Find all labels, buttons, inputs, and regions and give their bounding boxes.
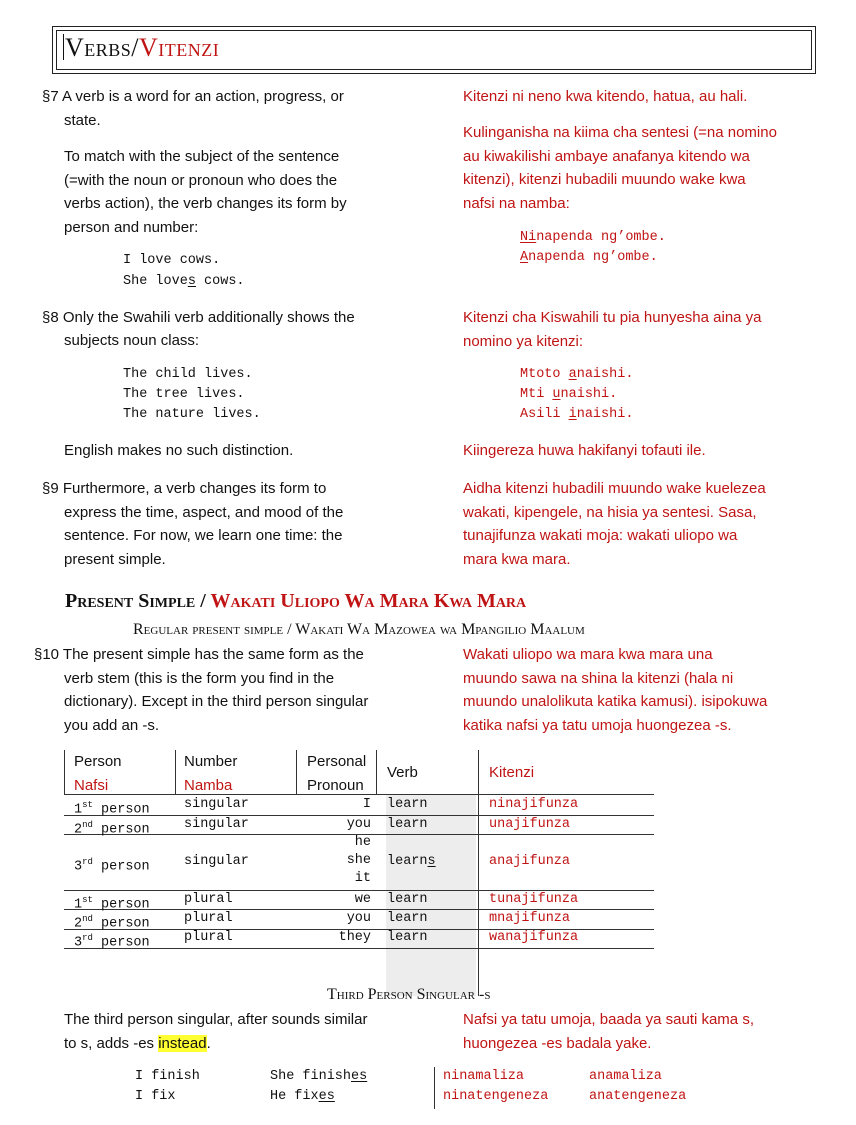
s7-sw-example-1 <box>520 228 666 248</box>
s7-en-p2-line: To match with the subject of the sentence <box>64 148 340 165</box>
example-prefix: Ni <box>520 230 537 245</box>
header-person-sw: Nafsi <box>74 776 109 794</box>
table-row-person <box>74 852 150 878</box>
ordinal: 1 <box>74 802 83 818</box>
s7-en-example-1: I love cows. <box>123 253 221 268</box>
s10-en-line: dictionary). Except in the third person singular <box>64 693 369 710</box>
header-pronoun-2: Pronoun <box>307 776 364 794</box>
s9-sw-line: Aidha kitenzi hubadili muundo wake kuelezea <box>463 480 766 497</box>
table-row-person <box>74 815 150 841</box>
s9-en-line: express the time, aspect, and mood of the <box>64 503 344 521</box>
table-divider <box>478 750 479 794</box>
s8-sw-example-3 <box>520 405 633 425</box>
page-title <box>63 33 219 63</box>
s10-sw-line: muundo unalolikuta katika kamusi). isipokuwa <box>463 693 768 710</box>
table-row-pronoun <box>296 834 371 888</box>
s10-en-line: §10 The present simple has the same form as the <box>34 646 364 663</box>
s7-en-paragraph <box>64 145 347 239</box>
s7-sw-p2-line: nafsi na namba: <box>463 194 570 212</box>
example-text: napenda ng’ombe. <box>528 250 658 265</box>
title-en: Verbs <box>65 33 132 62</box>
table-row-kitenzi: tunajifunza <box>489 892 579 907</box>
s8-en-example-2: The tree lives. <box>123 387 245 402</box>
text-run: to s, adds -es <box>64 1034 159 1052</box>
table-row-number: singular <box>184 854 249 869</box>
s7-sw-p2-line: Kulinganisha na kiima cha sentesi (=na nomino <box>463 124 777 141</box>
person-word: person <box>92 916 150 932</box>
example-prefix: a <box>568 367 577 382</box>
verb-ending: es <box>318 1089 335 1104</box>
s8-en-line1: §8 Only the Swahili verb additionally shows the <box>42 309 355 326</box>
s7-en-example-2 <box>123 272 245 292</box>
es-example-base-2: I fix <box>135 1089 176 1104</box>
person-word: person <box>92 935 150 951</box>
s9-en-paragraph <box>42 477 343 571</box>
table-row-verb: learn <box>387 797 428 812</box>
ordinal-suffix: nd <box>82 914 93 924</box>
example-divider <box>434 1067 435 1109</box>
ordinal: 2 <box>74 916 83 932</box>
example-text: Mtoto <box>520 367 569 382</box>
heading-separator: / <box>195 590 211 612</box>
table-row-kitenzi: mnajifunza <box>489 911 571 926</box>
ordinal-suffix: rd <box>82 933 93 943</box>
table-divider <box>296 750 297 794</box>
table-divider <box>478 794 479 996</box>
table-row-pronoun: you <box>346 911 371 926</box>
table-divider <box>376 750 377 794</box>
s8-sw-example-1 <box>520 365 633 385</box>
verb-stem: He fix <box>270 1089 319 1104</box>
example-ending: s <box>187 274 196 289</box>
s10-sw-paragraph <box>463 643 767 737</box>
example-prefix: u <box>552 387 561 402</box>
header-verb: Verb <box>387 764 418 781</box>
table-row-verb <box>387 852 436 872</box>
es-example-sw1-1: ninamaliza <box>443 1069 525 1084</box>
title-box <box>52 26 816 74</box>
table-row-pronoun: I <box>362 797 371 812</box>
example-text: naishi. <box>576 407 634 422</box>
s10-sw-line: Wakati uliopo wa mara kwa mara una <box>463 646 713 663</box>
example-text: naishi. <box>560 387 618 402</box>
third-person-sw-paragraph <box>463 1008 754 1055</box>
s9-sw-paragraph <box>463 477 766 571</box>
example-text: Mti <box>520 387 553 402</box>
s8-sw-paragraph <box>463 306 762 353</box>
ordinal-suffix: st <box>82 800 93 810</box>
s7-en-line1b: state. <box>64 112 101 129</box>
table-row-pronoun: they <box>338 930 371 945</box>
table-row-number: singular <box>184 797 249 812</box>
table-row-kitenzi: unajifunza <box>489 817 571 832</box>
table-row-number: plural <box>184 911 233 926</box>
verb-ending: es <box>351 1069 368 1084</box>
highlighted-word: instead <box>158 1034 207 1052</box>
table-row-kitenzi: wanajifunza <box>489 930 579 945</box>
person-word: person <box>92 897 150 913</box>
s8-sw-line: nomino ya kitenzi: <box>463 332 584 350</box>
s10-en-paragraph <box>34 643 368 737</box>
heading-en: Present Simple <box>65 590 196 612</box>
header-person <box>74 750 122 797</box>
heading-sw: Wakati Uliopo Wa Mara Kwa Mara <box>210 590 527 612</box>
table-row-pronoun: you <box>346 817 371 832</box>
pronoun-line: it <box>354 871 371 886</box>
s9-sw-line: mara kwa mara. <box>463 550 571 568</box>
example-text: She love <box>123 274 188 289</box>
present-simple-heading <box>65 590 526 613</box>
s7-en-line1: §7 A verb is a word for an action, progress, or <box>42 88 344 105</box>
s10-en-line: you add an -s. <box>64 716 160 734</box>
s8-en-example-1: The child lives. <box>123 367 253 382</box>
s7-en-p2-line: person and number: <box>64 218 199 236</box>
s9-en-line: present simple. <box>64 550 166 568</box>
s9-en-line: sentence. For now, we learn one time: the <box>64 527 343 544</box>
table-row-number: singular <box>184 817 249 832</box>
header-kitenzi: Kitenzi <box>489 764 535 781</box>
s10-sw-line: muundo sawa na shina la kitenzi (hala ni <box>463 669 734 687</box>
header-number-sw: Namba <box>184 776 233 794</box>
example-text: Asili <box>520 407 569 422</box>
third-person-en-line <box>64 1032 367 1056</box>
table-row-number: plural <box>184 930 233 945</box>
third-person-sw-line: huongezea -es badala yake. <box>463 1034 652 1052</box>
verb-ending: s <box>427 854 436 869</box>
table-row-number: plural <box>184 892 233 907</box>
example-text: naishi. <box>576 367 634 382</box>
s7-en-p2-line: (=with the noun or pronoun who does the <box>64 171 338 189</box>
ordinal: 3 <box>74 935 83 951</box>
s8-sw-line2: Kiingereza huwa hakifanyi tofauti ile. <box>463 442 706 459</box>
text-run: . <box>206 1034 211 1052</box>
table-rule <box>64 948 654 949</box>
verb-stem: She finish <box>270 1069 352 1084</box>
example-prefix: i <box>568 407 577 422</box>
s8-sw-line: Kitenzi cha Kiswahili tu pia hunyesha aina ya <box>463 309 762 326</box>
person-word: person <box>92 822 150 838</box>
table-row-verb: learn <box>387 930 428 945</box>
table-divider <box>175 750 176 794</box>
example-text: napenda ng’ombe. <box>536 230 666 245</box>
table-row-pronoun: we <box>354 892 371 907</box>
table-row-verb: learn <box>387 892 428 907</box>
example-prefix: A <box>520 250 529 265</box>
es-example-sw2-2: anatengeneza <box>589 1089 687 1104</box>
table-row-verb: learn <box>387 817 428 832</box>
ordinal-suffix: st <box>82 895 93 905</box>
es-example-third-2 <box>270 1087 335 1107</box>
text-cursor <box>63 34 64 60</box>
table-row-verb: learn <box>387 911 428 926</box>
ordinal-suffix: nd <box>82 820 93 830</box>
person-word: person <box>92 859 150 875</box>
s9-sw-line: tunajifunza wakati moja: wakati uliopo wa <box>463 527 738 544</box>
ordinal: 1 <box>74 897 83 913</box>
header-pronoun <box>307 750 366 797</box>
title-separator: / <box>131 33 140 62</box>
present-simple-subheading: Regular present simple / Wakati Wa Mazowea wa Mpangilio Maalum <box>133 621 585 638</box>
pronoun-line: she <box>346 853 371 868</box>
s7-sw-line1: Kitenzi ni neno kwa kitendo, hatua, au hali. <box>463 88 748 105</box>
ordinal: 2 <box>74 822 83 838</box>
s10-sw-line: katika nafsi ya tatu umoja huongezea -s. <box>463 716 732 734</box>
third-person-sw-line: Nafsi ya tatu umoja, baada ya sauti kama s, <box>463 1011 754 1028</box>
third-person-en-line: The third person singular, after sounds similar <box>64 1011 368 1028</box>
third-person-en-paragraph <box>64 1008 367 1055</box>
s7-en-p2-line: verbs action), the verb changes its form by <box>64 195 347 212</box>
table-divider <box>64 750 65 794</box>
s8-en-example-3: The nature lives. <box>123 407 261 422</box>
header-number-en: Number <box>184 753 238 770</box>
s7-sw-p2-line: au kiwakilishi ambaye anafanya kitendo wa <box>463 147 750 165</box>
s9-sw-line: wakati, kipengele, na hisia ya sentesi. Sasa, <box>463 503 757 521</box>
person-word: person <box>92 802 150 818</box>
s8-en-line1b: subjects noun class: <box>64 332 200 349</box>
es-example-base-1: I finish <box>135 1069 200 1084</box>
s7-sw-paragraph <box>463 121 777 215</box>
s8-en-line2: English makes no such distinction. <box>64 442 294 459</box>
header-number <box>184 750 237 797</box>
table-row-person <box>74 928 150 954</box>
ordinal: 3 <box>74 859 83 875</box>
pronoun-line: he <box>354 835 371 850</box>
s10-en-line: verb stem (this is the form you find in the <box>64 669 335 687</box>
es-example-sw1-2: ninatengeneza <box>443 1089 549 1104</box>
verb-stem: learn <box>387 854 428 869</box>
s7-sw-p2-line: kitenzi), kitenzi hubadili muundo wake kwa <box>463 171 746 188</box>
s9-en-line: §9 Furthermore, a verb changes its form to <box>42 480 327 497</box>
ordinal-suffix: rd <box>82 857 93 867</box>
table-row-kitenzi: ninajifunza <box>489 797 579 812</box>
es-example-third-1 <box>270 1067 367 1087</box>
es-example-sw2-1: anamaliza <box>589 1069 662 1084</box>
example-text: cows. <box>195 274 245 289</box>
table-row-kitenzi: anajifunza <box>489 854 571 869</box>
s8-sw-example-2 <box>520 385 617 405</box>
third-person-heading: Third Person Singular -s <box>327 986 491 1003</box>
title-sw: Vitenzi <box>139 33 220 62</box>
header-person-en: Person <box>74 753 122 770</box>
header-pronoun-1: Personal <box>307 753 367 770</box>
s7-sw-example-2 <box>520 248 658 268</box>
